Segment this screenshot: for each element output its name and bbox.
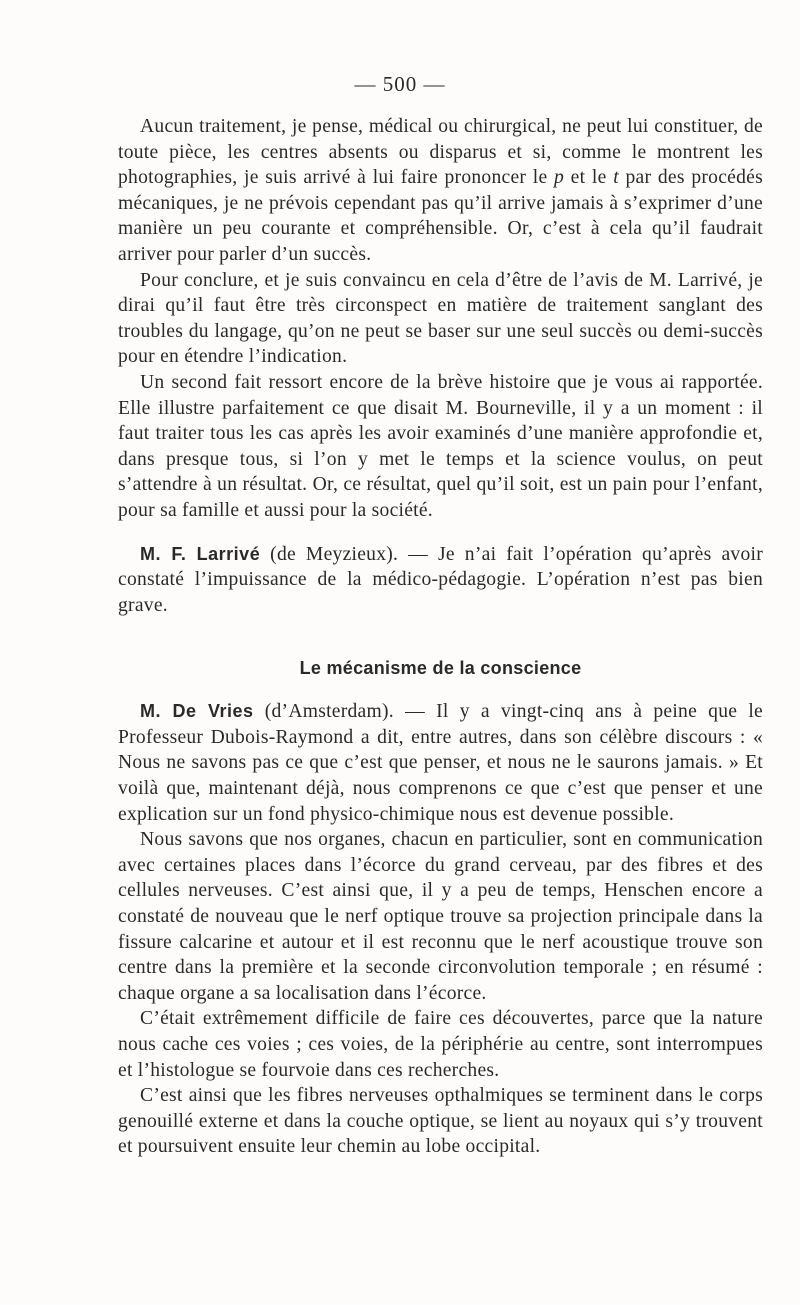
paragraph-text: par des procédés mécaniques, je ne prévois cependant pas qu’il arrive jamais à s’exprimer d’une manière un peu courante et compréhensible. Or, c’est à cela qu’il faudrait arriver pour parler d’un succès. (118, 167, 763, 265)
page-body (118, 114, 763, 1160)
italic-text: t (613, 167, 619, 189)
paragraph (118, 1006, 763, 1083)
section-heading: Le mécanisme de la conscience (299, 658, 582, 679)
paragraph-text: Pour conclure, et je suis convaincu en cela d’être de l’avis de M. Larrivé, je dirai qu’il faut être très circonspect en matière de traitement sanglant des troubles du langage, qu’on ne peut se baser sur une seul succès ou demi-succès pour en étendre l’indication. (118, 269, 763, 368)
paragraph-text: C’était extrêmement difficile de faire ces découvertes, parce que la nature nous cache ces voies ; ces voies, de la périphérie au centre, sont interrompues et l’histologue se fourvoie dans ces recherches. (118, 1008, 763, 1081)
speaker-name: M. F. Larrivé (140, 543, 261, 564)
bottom-paragraphs (118, 827, 763, 1160)
top-paragraphs (118, 114, 763, 524)
paragraph (118, 827, 763, 1006)
paragraph-text: et le (564, 167, 614, 189)
remark-text: (de Meyzieux). — Je n’ai fait l’opération qu’après avoir constaté l’impuissance de la médico-pédagogie. L’opération n’est pas bien grave. (118, 543, 763, 616)
remark-text: (d’Amsterdam). — Il y a vingt-cinq ans à peine que le Professeur Dubois-Raymond a dit, entre autres, dans son célèbre discours : « Nous ne savons pas ce que c’est que penser, et nous ne le saurons jamais. » Et voilà que, maintenant déjà, nous comprenons ce que c’est que penser et une explication sur un fond physico-chimique nous est devenue possible. (118, 701, 764, 825)
speaker-name: M. De Vries (140, 701, 254, 722)
devries-remark (118, 699, 763, 827)
paragraph (118, 268, 763, 370)
larrive-remark (118, 542, 763, 619)
paragraph-text: C’est ainsi que les fibres nerveuses opthalmiques se terminent dans le corps genouillé externe et dans la couche optique, se lient au noyaux qui s’y trouvent et poursuivent ensuite leur chemin au lobe occipital. (118, 1085, 763, 1158)
page-number: — 500 — (354, 72, 446, 96)
italic-text: p (554, 167, 565, 189)
paragraph (118, 1083, 763, 1160)
paragraph-text: Aucun traitement, je pense, médical ou chirurgical, ne peut lui constituer, de toute pièce, les centres absents ou disparus et si, comme le montrent les photographies, je suis arrivé à lui faire prononcer le (118, 116, 763, 189)
paragraph (118, 114, 763, 268)
paragraph-text: Nous savons que nos organes, chacun en particulier, sont en communication avec certaines places dans l’écorce du grand cerveau, par des fibres et des cellules nerveuses. C’est ainsi que, il y a peu de temps, Henschen encore a constaté de nouveau que le nerf optique trouve sa projection principale dans la fissure calcarine et autour et il est reconnu que le nerf acoustique trouve son centre dans la première et la seconde circonvolution temporale ; en résumé : chaque organe a sa localisation dans l’écorce. (118, 829, 763, 1004)
paragraph (118, 370, 763, 524)
paragraph-text: Un second fait ressort encore de la brève histoire que je vous ai rapportée. Elle illustre parfaitement ce que disait M. Bourneville, il y a un moment : il faut traiter tous les cas après les avoir examinés d’une manière approfondie et, dans presque tous, si l’on y met le temps et la science voulus, on peut s’attendre à un résultat. Or, ce résultat, quel qu’il soit, est un pain pour l’enfant, pour sa famille et aussi pour la société. (118, 371, 763, 521)
